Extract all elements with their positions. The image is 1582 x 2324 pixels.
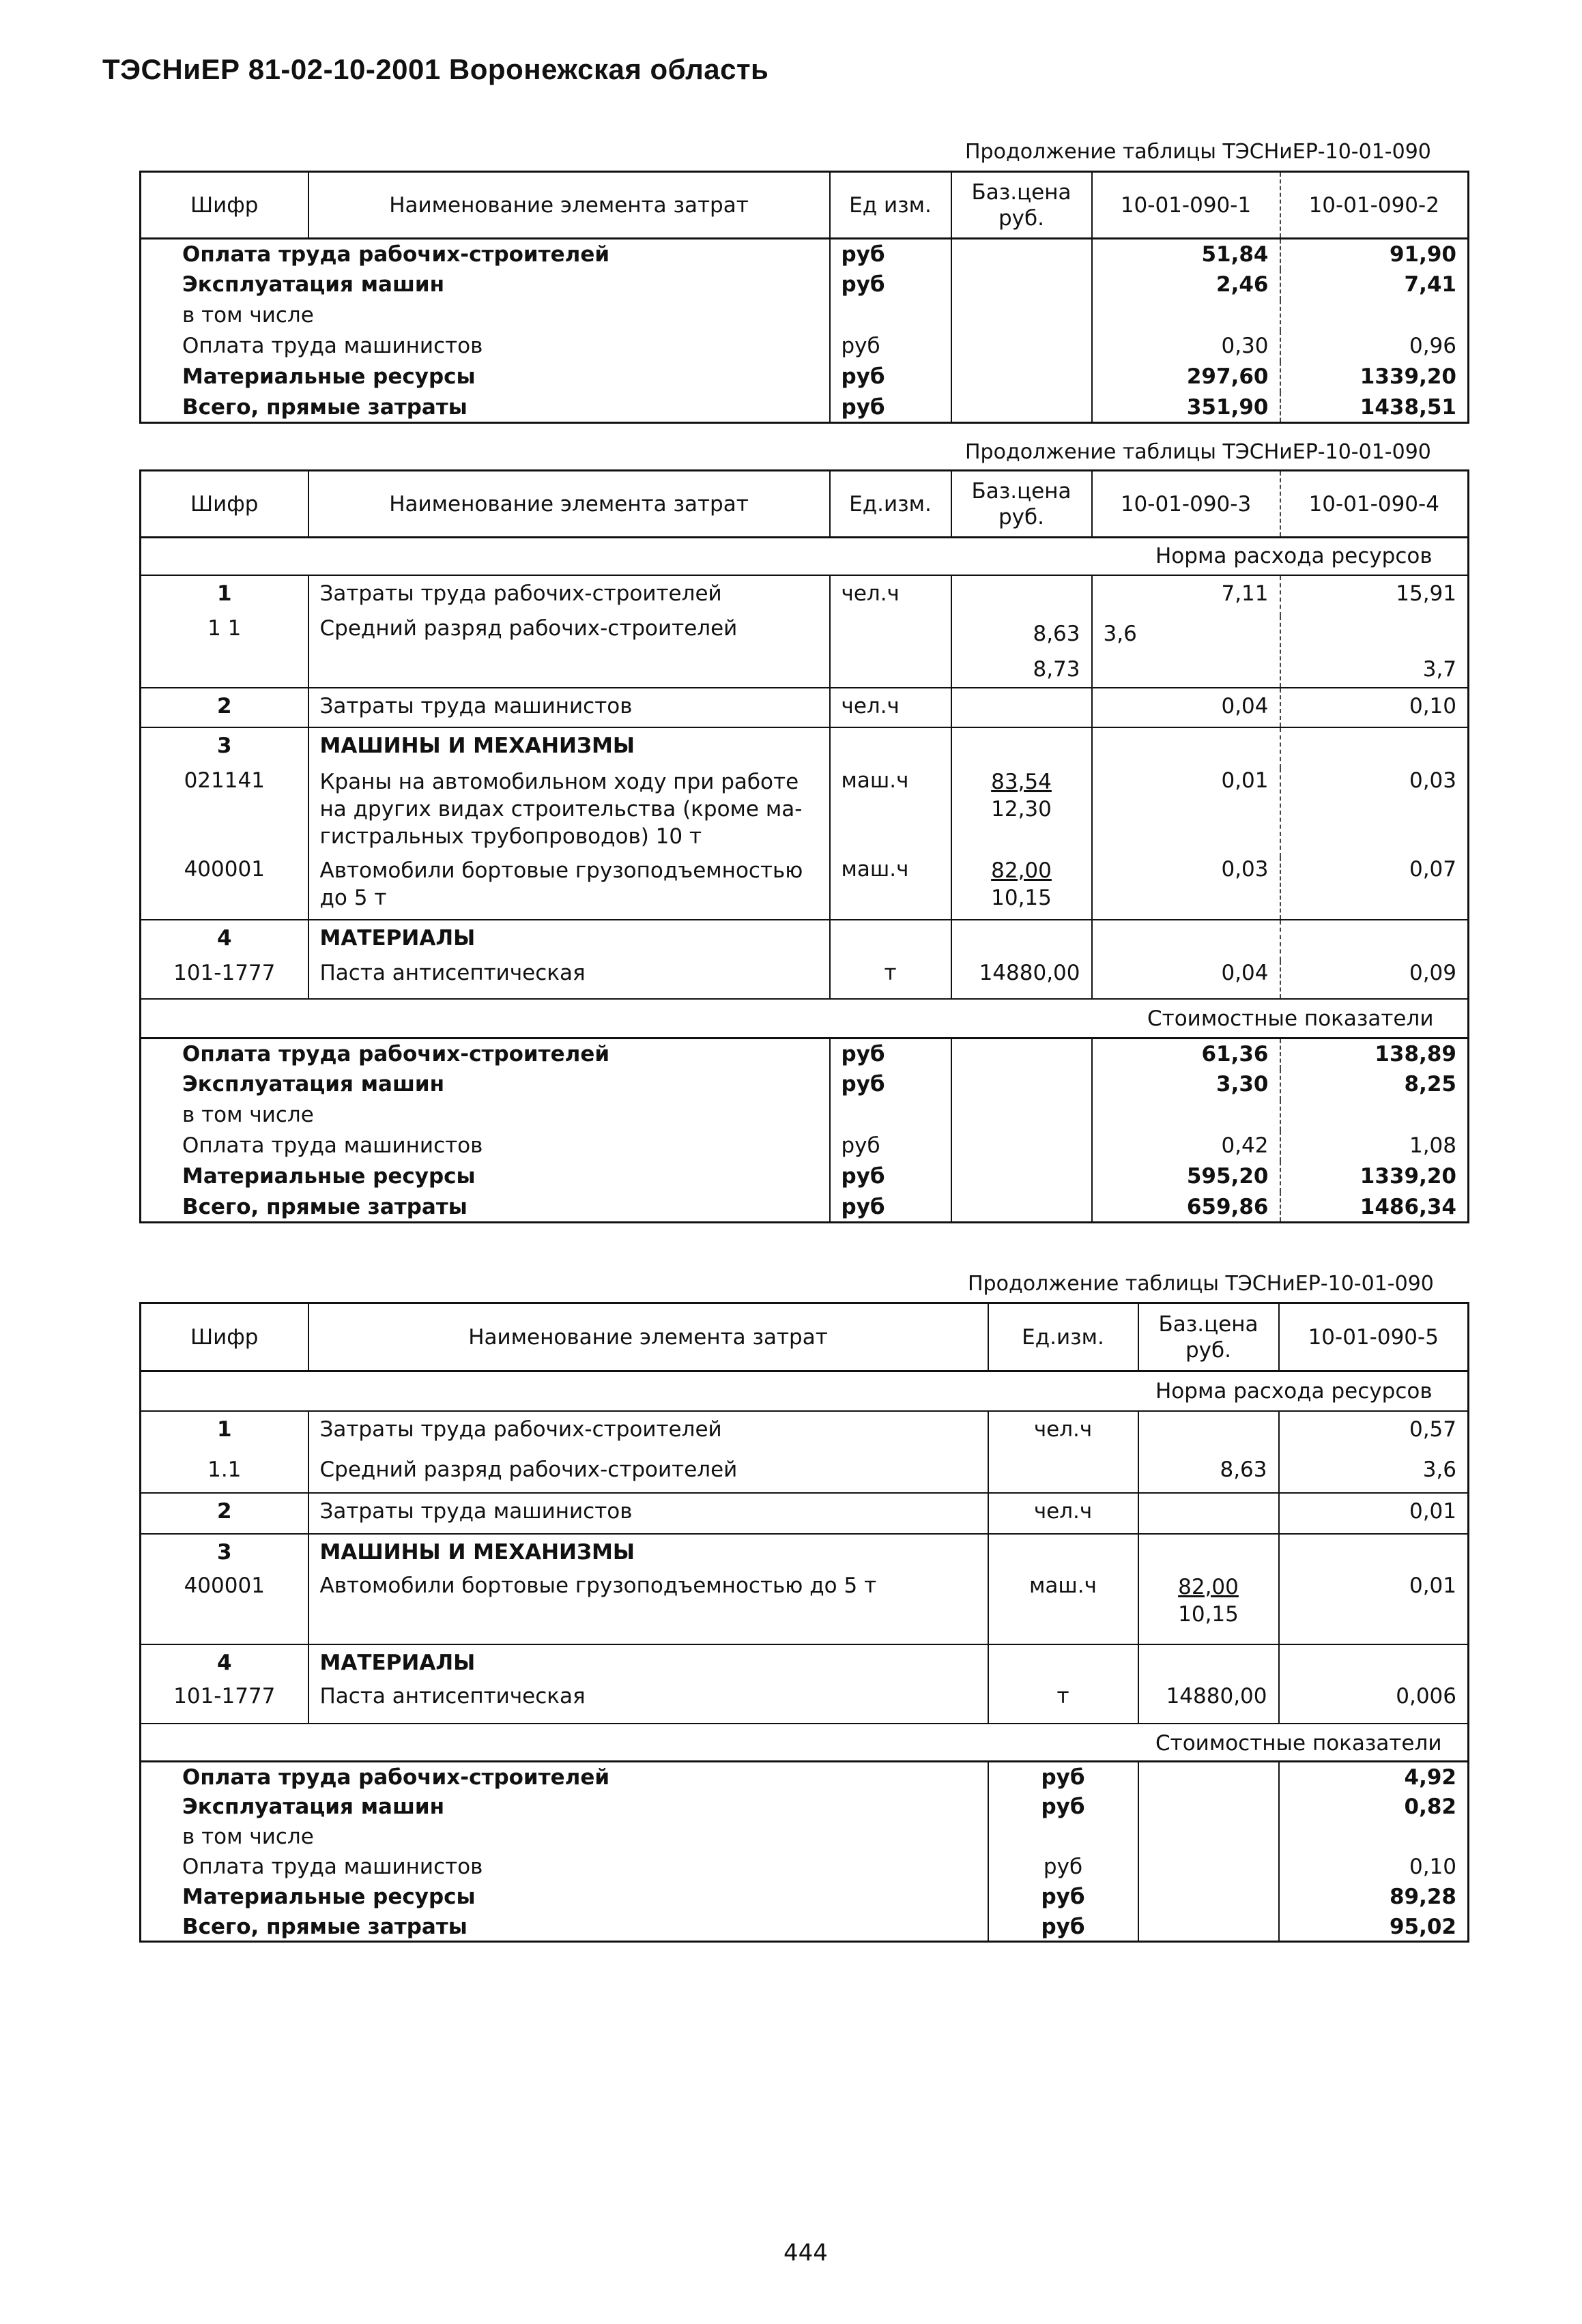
summary-row xyxy=(141,1882,1469,1912)
row-unit: маш.ч xyxy=(830,857,951,920)
summary-unit: руб xyxy=(830,1038,951,1069)
header-name: Наименование элемента затрат xyxy=(308,1303,988,1371)
row-value: 7,11 xyxy=(1092,575,1280,616)
summary-value: 351,90 xyxy=(1092,392,1280,423)
summary-value xyxy=(1280,300,1469,331)
row-name: Краны на автомобильном ходу при работе на других видах строительства (кроме ма-гистральных трубопроводов) 10 т xyxy=(308,768,830,857)
summary-row xyxy=(141,1131,1469,1161)
summary-unit: руб xyxy=(988,1762,1138,1792)
header-code: Шифр xyxy=(141,1303,308,1371)
row-code: 400001 xyxy=(184,1573,265,1598)
header-col-1: 10-01-090-1 xyxy=(1092,172,1280,239)
table-row xyxy=(141,1493,1469,1534)
summary-price-cell xyxy=(1138,1792,1279,1822)
summary-value: 0,96 xyxy=(1280,331,1469,362)
summary-value xyxy=(1092,300,1280,331)
row-value: 3,6 xyxy=(1279,1452,1469,1493)
summary-price-cell xyxy=(1138,1822,1279,1852)
summary-name: Материальные ресурсы xyxy=(182,1884,476,1909)
header-col-3: 10-01-090-3 xyxy=(1092,471,1280,538)
table2 xyxy=(139,469,1469,1223)
row-name: Паста антисептическая xyxy=(308,961,830,999)
summary-unit: руб xyxy=(830,1069,951,1100)
summary-row xyxy=(141,1912,1469,1942)
row-value: 0,04 xyxy=(1092,961,1280,999)
row-unit: маш.ч xyxy=(988,1573,1138,1644)
row-name: Затраты труда машинистов xyxy=(308,688,830,727)
section-title: МАШИНЫ И МЕХАНИЗМЫ xyxy=(308,727,830,768)
row-name: Затраты труда рабочих-строителей xyxy=(308,1411,988,1452)
section-title: МАТЕРИАЛЫ xyxy=(308,920,830,961)
row-code: 3 xyxy=(141,1534,308,1573)
summary-value: 51,84 xyxy=(1092,239,1280,270)
summary-row xyxy=(141,1100,1469,1131)
header-unit: Ед.изм. xyxy=(988,1303,1138,1371)
header-base-price: Баз.цена руб. xyxy=(951,172,1092,239)
table1 xyxy=(139,171,1469,424)
section-title: МАШИНЫ И МЕХАНИЗМЫ xyxy=(308,1534,988,1573)
summary-row xyxy=(141,300,1469,331)
row-name: Затраты труда машинистов xyxy=(308,1493,988,1534)
summary-unit: руб xyxy=(988,1852,1138,1882)
summary-name: Всего, прямые затраты xyxy=(182,394,468,420)
summary-row xyxy=(141,1161,1469,1192)
section-title: МАТЕРИАЛЫ xyxy=(308,1644,988,1684)
summary-row xyxy=(141,1822,1469,1852)
summary-name: Эксплуатация машин xyxy=(182,272,445,297)
summary-value: 8,25 xyxy=(1280,1069,1469,1100)
summary-row xyxy=(141,331,1469,362)
row-name: Средний разряд рабочих-строителей xyxy=(308,1452,988,1493)
row-name: Затраты труда рабочих-строителей xyxy=(308,575,830,616)
summary-price-cell xyxy=(951,270,1092,300)
summary-unit: руб xyxy=(830,1192,951,1223)
summary-value: 659,86 xyxy=(1092,1192,1280,1223)
summary-row xyxy=(141,1069,1469,1100)
summary-value: 595,20 xyxy=(1092,1161,1280,1192)
summary-price-cell xyxy=(1138,1762,1279,1792)
summary-value: 1438,51 xyxy=(1280,392,1469,423)
row-code: 4 xyxy=(141,920,308,961)
cost-band-label: Стоимостные показатели xyxy=(141,999,1469,1038)
row-value: 0,09 xyxy=(1280,961,1469,999)
summary-value: 1339,20 xyxy=(1280,1161,1469,1192)
row-name: Автомобили бортовые грузоподъемностью до 5 т xyxy=(308,857,830,920)
row-unit: чел.ч xyxy=(830,575,951,616)
row-name: Паста антисептическая xyxy=(308,1684,988,1724)
summary-price-cell xyxy=(951,392,1092,423)
page-number: 444 xyxy=(783,2239,828,2267)
row-code: 1.1 xyxy=(207,1457,242,1482)
row-code: 400001 xyxy=(184,856,265,882)
table-row xyxy=(141,688,1469,727)
summary-unit: руб xyxy=(830,331,951,362)
header-name: Наименование элемента затрат xyxy=(308,471,830,538)
summary-price-cell xyxy=(951,239,1092,270)
summary-row xyxy=(141,270,1469,300)
cost-band-row xyxy=(141,999,1469,1038)
row-price: 8,63 8,73 xyxy=(951,616,1092,688)
summary-price-cell xyxy=(951,1161,1092,1192)
summary-row xyxy=(141,1192,1469,1223)
summary-unit xyxy=(830,300,951,331)
table-row xyxy=(141,857,1469,920)
row-code: 1 xyxy=(216,1417,232,1442)
table3 xyxy=(139,1302,1469,1943)
row-code: 021141 xyxy=(184,768,265,793)
summary-name: в том числе xyxy=(182,302,314,328)
summary-value: 1486,34 xyxy=(1280,1192,1469,1223)
row-code: 101-1777 xyxy=(173,1683,276,1709)
row-code: 3 xyxy=(141,727,308,768)
summary-value: 0,82 xyxy=(1279,1792,1469,1822)
document-title: ТЭСНиЕР 81-02-10-2001 Воронежская область xyxy=(102,53,769,85)
summary-row xyxy=(141,392,1469,423)
summary-price-cell xyxy=(951,300,1092,331)
row-code: 2 xyxy=(141,688,308,727)
summary-row xyxy=(141,1762,1469,1792)
summary-price-cell xyxy=(951,362,1092,392)
summary-value: 95,02 xyxy=(1279,1912,1469,1942)
table1-continuation-caption: Продолжение таблицы ТЭСНиЕР-10-01-090 xyxy=(965,140,1431,164)
summary-price-cell xyxy=(951,1131,1092,1161)
summary-price-cell xyxy=(951,1038,1092,1069)
row-value: 0,57 xyxy=(1279,1411,1469,1452)
summary-row xyxy=(141,1792,1469,1822)
summary-unit: руб xyxy=(830,362,951,392)
summary-value: 61,36 xyxy=(1092,1038,1280,1069)
row-value: 0,07 xyxy=(1280,857,1469,920)
section-row xyxy=(141,1644,1469,1684)
row-value: 0,04 xyxy=(1092,688,1280,727)
summary-value: 2,46 xyxy=(1092,270,1280,300)
summary-price-cell xyxy=(951,1192,1092,1223)
row-value: 0,01 xyxy=(1279,1493,1469,1534)
summary-value: 0,42 xyxy=(1092,1131,1280,1161)
summary-value xyxy=(1280,1100,1469,1131)
summary-unit: руб xyxy=(988,1792,1138,1822)
summary-row xyxy=(141,362,1469,392)
header-code: Шифр xyxy=(141,471,308,538)
summary-value: 138,89 xyxy=(1280,1038,1469,1069)
table-row xyxy=(141,575,1469,616)
summary-name: в том числе xyxy=(182,1824,314,1849)
table-row xyxy=(141,1411,1469,1452)
summary-value xyxy=(1092,1100,1280,1131)
header-base-price: Баз.цена руб. xyxy=(951,471,1092,538)
row-value: 0,03 xyxy=(1280,768,1469,857)
summary-price-cell xyxy=(1138,1882,1279,1912)
summary-name: Всего, прямые затраты xyxy=(182,1194,468,1219)
summary-unit: руб xyxy=(830,1161,951,1192)
norm-band-row xyxy=(141,1371,1469,1411)
row-unit: т xyxy=(830,961,951,999)
summary-unit xyxy=(988,1822,1138,1852)
summary-value: 7,41 xyxy=(1280,270,1469,300)
summary-name: Материальные ресурсы xyxy=(182,364,476,389)
table3-continuation-caption: Продолжение таблицы ТЭСНиЕР-10-01-090 xyxy=(968,1272,1434,1296)
section-row xyxy=(141,1534,1469,1573)
summary-name: Оплата труда машинистов xyxy=(182,1133,483,1158)
table-row xyxy=(141,616,1469,688)
summary-name: Оплата труда рабочих-строителей xyxy=(182,1042,610,1066)
table-row xyxy=(141,1452,1469,1493)
summary-price-cell xyxy=(951,1069,1092,1100)
row-price: 8,63 xyxy=(1138,1452,1279,1493)
cost-band-label: Стоимостные показатели xyxy=(141,1724,1469,1762)
row-value: 15,91 xyxy=(1280,575,1469,616)
table-row xyxy=(141,1684,1469,1724)
summary-value: 0,30 xyxy=(1092,331,1280,362)
summary-value: 91,90 xyxy=(1280,239,1469,270)
summary-unit: руб xyxy=(830,1131,951,1161)
summary-value: 1339,20 xyxy=(1280,362,1469,392)
summary-unit: руб xyxy=(988,1912,1138,1942)
row-price: 82,00 10,15 xyxy=(1138,1573,1279,1644)
row-value: 0,10 xyxy=(1280,688,1469,727)
table-row xyxy=(141,1573,1469,1644)
summary-value: 1,08 xyxy=(1280,1131,1469,1161)
header-code: Шифр xyxy=(141,172,308,239)
row-code: 101-1777 xyxy=(173,960,276,985)
summary-unit: руб xyxy=(830,239,951,270)
row-unit: маш.ч xyxy=(830,768,951,857)
section-row xyxy=(141,920,1469,961)
header-col-4: 10-01-090-4 xyxy=(1280,471,1469,538)
summary-value: 3,30 xyxy=(1092,1069,1280,1100)
row-price: 83,54 12,30 xyxy=(951,768,1092,857)
norm-band-label: Норма расхода ресурсов xyxy=(141,538,1469,575)
summary-row xyxy=(141,1038,1469,1069)
summary-name: в том числе xyxy=(182,1102,314,1127)
summary-name: Оплата труда рабочих-строителей xyxy=(182,1765,610,1790)
summary-name: Всего, прямые затраты xyxy=(182,1914,468,1939)
summary-value xyxy=(1279,1822,1469,1852)
header-unit: Ед изм. xyxy=(830,172,951,239)
summary-price-cell xyxy=(1138,1852,1279,1882)
row-value: 3,6 xyxy=(1092,616,1280,688)
summary-price-cell xyxy=(1138,1912,1279,1942)
row-unit: т xyxy=(988,1684,1138,1724)
summary-unit xyxy=(830,1100,951,1131)
table2-continuation-caption: Продолжение таблицы ТЭСНиЕР-10-01-090 xyxy=(965,440,1431,464)
row-price: 82,00 10,15 xyxy=(951,857,1092,920)
row-code: 4 xyxy=(141,1644,308,1684)
header-col-5: 10-01-090-5 xyxy=(1279,1303,1469,1371)
summary-price-cell xyxy=(951,331,1092,362)
table-row xyxy=(141,768,1469,857)
header-name: Наименование элемента затрат xyxy=(308,172,830,239)
row-value: 0,006 xyxy=(1279,1684,1469,1724)
summary-name: Оплата труда машинистов xyxy=(182,333,483,358)
row-value: 0,01 xyxy=(1279,1573,1469,1644)
row-unit: чел.ч xyxy=(988,1411,1138,1452)
cost-band-row xyxy=(141,1724,1469,1762)
summary-value: 297,60 xyxy=(1092,362,1280,392)
section-row xyxy=(141,727,1469,768)
row-unit: чел.ч xyxy=(830,688,951,727)
table-row xyxy=(141,961,1469,999)
norm-band-label: Норма расхода ресурсов xyxy=(141,1371,1469,1411)
row-value: 0,01 xyxy=(1092,768,1280,857)
summary-value: 0,10 xyxy=(1279,1852,1469,1882)
row-price: 14880,00 xyxy=(1138,1684,1279,1724)
summary-name: Эксплуатация машин xyxy=(182,1794,445,1819)
header-unit: Ед.изм. xyxy=(830,471,951,538)
row-code: 1 1 xyxy=(207,615,242,641)
summary-name: Оплата труда рабочих-строителей xyxy=(182,242,610,267)
row-name: Средний разряд рабочих-строителей xyxy=(308,616,830,688)
summary-name: Оплата труда машинистов xyxy=(182,1854,483,1879)
summary-value: 89,28 xyxy=(1279,1882,1469,1912)
row-code: 1 xyxy=(216,581,232,606)
header-col-2: 10-01-090-2 xyxy=(1280,172,1469,239)
row-price: 14880,00 xyxy=(951,961,1092,999)
summary-price-cell xyxy=(951,1100,1092,1131)
summary-unit: руб xyxy=(988,1882,1138,1912)
summary-row xyxy=(141,239,1469,270)
row-name: Автомобили бортовые грузоподъемностью до 5 т xyxy=(308,1573,988,1644)
summary-name: Материальные ресурсы xyxy=(182,1163,476,1189)
row-unit: чел.ч xyxy=(988,1493,1138,1534)
header-base-price: Баз.цена руб. xyxy=(1138,1303,1279,1371)
summary-unit: руб xyxy=(830,270,951,300)
summary-value: 4,92 xyxy=(1279,1762,1469,1792)
row-value: 0,03 xyxy=(1092,857,1280,920)
summary-name: Эксплуатация машин xyxy=(182,1071,445,1096)
summary-unit: руб xyxy=(830,392,951,423)
summary-row xyxy=(141,1852,1469,1882)
norm-band-row xyxy=(141,538,1469,575)
row-code: 2 xyxy=(141,1493,308,1534)
row-value: 3,7 xyxy=(1280,616,1469,688)
